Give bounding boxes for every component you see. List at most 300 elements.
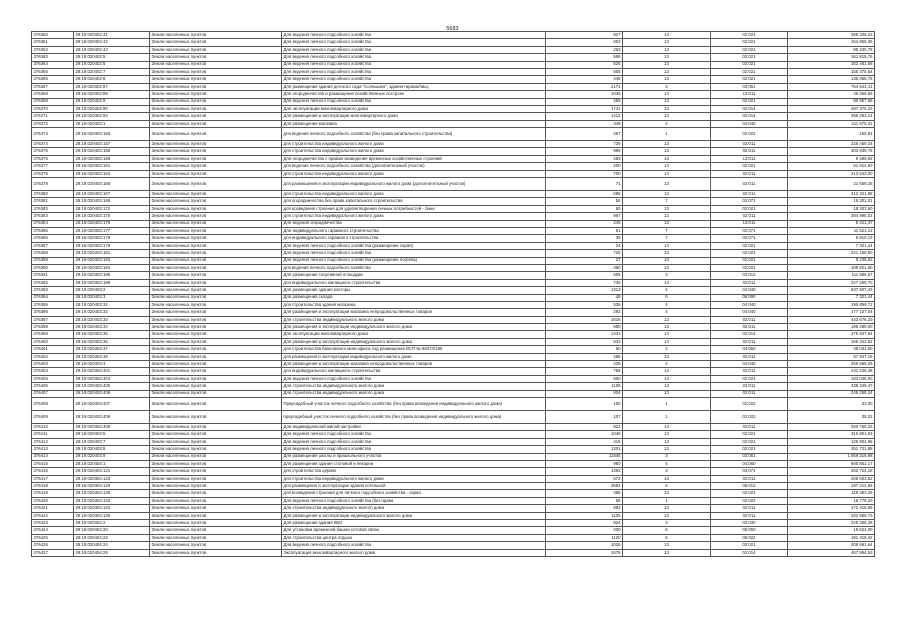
table-cell: 02:071 — [711, 198, 788, 205]
table-cell: Земли населенных пунктов — [150, 431, 282, 438]
table-row — [32, 213, 875, 220]
table-cell: 87 847,16 — [788, 353, 875, 360]
table-cell: 13 — [623, 505, 711, 512]
table-cell: Для размещения склада — [282, 294, 546, 301]
table-cell: 376397 — [32, 316, 74, 323]
table-cell: Земли населенных пунктов — [150, 155, 282, 162]
table-cell: 02:021 — [711, 205, 788, 212]
table-cell: 02:021 — [711, 163, 788, 170]
table-cell: 376420 — [32, 497, 74, 504]
table-cell: Земли населенных пунктов — [150, 213, 282, 220]
table-cell: 448 — [546, 76, 623, 83]
table-cell: для строительства здания магазина — [282, 301, 546, 308]
table-cell: 80 907,68 — [788, 98, 875, 105]
table-cell: Земли населенных пунктов — [150, 483, 282, 490]
table-cell: 376395 — [32, 301, 74, 308]
table-cell: 29:19:020404:2 — [74, 520, 150, 527]
table-cell: Для огородничества с правом возведения временных хозяйственных строений — [282, 155, 546, 162]
table-cell: 560 851,17 — [788, 460, 875, 467]
table-cell: 16 778,20 — [788, 497, 875, 504]
table-cell: 1 859 316,98 — [788, 453, 875, 460]
table-cell: Для ведения личного подсобного хозяйства — [282, 61, 546, 68]
table-cell: 03:051 — [711, 83, 788, 90]
table-cell: 29:19:020403:184 — [74, 264, 150, 271]
table-cell: 376371 — [32, 113, 74, 120]
table-cell: 02:011 — [711, 338, 788, 345]
table-cell: 1676 — [546, 549, 623, 556]
table-cell: для огородничества без права капитального строительства — [282, 198, 546, 205]
table-cell: 804 — [546, 390, 623, 397]
table-cell: 02:011 — [711, 170, 788, 177]
table-cell: 231 235,48 — [788, 368, 875, 375]
table-cell: 29:19:020403:35 — [74, 331, 150, 338]
table-row — [32, 287, 875, 294]
table-cell: Для эксплуатации многоквартирного дома — [282, 105, 546, 112]
table-cell: 467 894,53 — [788, 549, 875, 556]
table-cell: приусадебный участок личного подсобного хозяйства (без права возведения индивидуального жилого дома) — [282, 410, 546, 423]
table-cell: 29:19:020403:189 — [74, 279, 150, 286]
table-cell: 29:19:020403:176 — [74, 220, 150, 227]
page-number: 5683 — [446, 26, 459, 32]
table-row — [32, 490, 875, 497]
table-row — [32, 155, 875, 162]
table-cell: 150,81 — [788, 128, 875, 141]
table-row — [32, 68, 875, 75]
table-cell: 13:011 — [711, 91, 788, 98]
table-row — [32, 220, 875, 227]
table-row — [32, 54, 875, 61]
table-cell: 29:19:020403:4 — [74, 361, 150, 368]
table-cell: Для строительства индивидуального жилого дома — [282, 505, 546, 512]
table-cell: 2171 — [546, 83, 623, 90]
table-cell: 822 — [546, 423, 623, 430]
table-cell: 02:022 — [711, 410, 788, 423]
table-cell: Для ведения личного подсобного хозяйства — [282, 39, 546, 46]
table-cell: 02:011 — [711, 512, 788, 519]
table-cell: 02:014 — [711, 113, 788, 120]
table-row — [32, 128, 875, 141]
table-cell: 376362 — [32, 46, 74, 53]
table-cell: 136 056,76 — [788, 76, 875, 83]
table-cell: 376425 — [32, 534, 74, 541]
table-cell: 376399 — [32, 331, 74, 338]
table-cell: 245 — [546, 220, 623, 227]
table-cell: Земли населенных пунктов — [150, 148, 282, 155]
table-cell: 29:19:020402:9 — [74, 98, 150, 105]
table-cell: 376389 — [32, 257, 74, 264]
table-cell: Для ведения личного подсобного хозяйства — [282, 46, 546, 53]
table-cell: Земли населенных пунктов — [150, 141, 282, 148]
table-cell: 376391 — [32, 272, 74, 279]
table-cell: 29:19:020402:42 — [74, 39, 150, 46]
table-row — [32, 423, 875, 430]
table-cell: 200 — [546, 163, 623, 170]
table-cell: 376392 — [32, 279, 74, 286]
table-cell: 376388 — [32, 250, 74, 257]
table-row — [32, 235, 875, 242]
table-cell: Для ведения личного подсобного хозяйства — [282, 542, 546, 549]
table-cell: 376407 — [32, 390, 74, 397]
table-cell: 1 — [623, 410, 711, 423]
table-cell: 376375 — [32, 148, 74, 155]
table-cell: Земли населенных пунктов — [150, 316, 282, 323]
table-cell: Земли населенных пунктов — [150, 227, 282, 234]
table-cell: 351 721,88 — [788, 446, 875, 453]
table-cell: 13 — [623, 105, 711, 112]
table-cell: 376378 — [32, 170, 74, 177]
table-cell: 376422 — [32, 512, 74, 519]
table-cell: Для размещения магазина — [282, 120, 546, 127]
table-cell: 637 507,43 — [788, 287, 875, 294]
table-cell: 13 — [623, 250, 711, 257]
table-cell: 04:050 — [711, 346, 788, 353]
table-cell: 13 — [623, 141, 711, 148]
table-cell: 227 269,70 — [788, 279, 875, 286]
table-cell: 758 — [546, 368, 623, 375]
table-row — [32, 542, 875, 549]
table-cell: Эксплуатация многоквартирного жилого дома — [282, 549, 546, 556]
table-cell: 29:19:020402:93 — [74, 113, 150, 120]
table-cell: 18 303,60 — [788, 205, 875, 212]
table-cell: Для строительства центра отдыха — [282, 534, 546, 541]
table-cell: 15 301,01 — [788, 198, 875, 205]
table-row — [32, 410, 875, 423]
table-row — [32, 483, 875, 490]
table-cell: Для установки временной башни сотовой связи — [282, 527, 546, 534]
table-row — [32, 105, 875, 112]
table-cell: 13 — [623, 242, 711, 249]
table-cell: 29:19:020404:134 — [74, 505, 150, 512]
table-cell: 02:011 — [711, 279, 788, 286]
table-cell: 13 — [623, 170, 711, 177]
table-cell: 02:011 — [711, 141, 788, 148]
table-cell: 376396 — [32, 309, 74, 316]
table-cell: 376393 — [32, 287, 74, 294]
table-cell: Земли населенных пунктов — [150, 83, 282, 90]
table-cell: 967 — [546, 213, 623, 220]
table-cell: 48 — [546, 294, 623, 301]
table-cell: 60 — [546, 346, 623, 353]
table-cell: 13 — [623, 39, 711, 46]
table-cell: 02:011 — [711, 390, 788, 397]
table-cell: 250 759,32 — [788, 423, 875, 430]
table-cell: Земли населенных пунктов — [150, 423, 282, 430]
table-cell: 3 — [623, 83, 711, 90]
table-cell: Земли населенных пунктов — [150, 460, 282, 467]
table-row — [32, 46, 875, 53]
table-cell: Земли населенных пунктов — [150, 39, 282, 46]
table-cell: 29:19:020403:9 — [74, 453, 150, 460]
table-cell: 29:19:020403:161 — [74, 163, 150, 170]
table-cell: 162 461,56 — [788, 61, 875, 68]
table-cell: Земли населенных пунктов — [150, 46, 282, 53]
table-cell: 02:011 — [711, 324, 788, 331]
table-cell: 7 321,44 — [788, 242, 875, 249]
table-row — [32, 505, 875, 512]
table-cell: Земли населенных пунктов — [150, 549, 282, 556]
table-cell: 290 859,72 — [788, 301, 875, 308]
table-cell: 4 — [623, 120, 711, 127]
table-cell: Для ведения огородничества — [282, 220, 546, 227]
table-cell: 1 — [623, 397, 711, 410]
table-cell: Земли населенных пунктов — [150, 368, 282, 375]
table-cell: 376402 — [32, 353, 74, 360]
table-cell: Для ведения личного подсобного хозяйства — [282, 98, 546, 105]
table-cell: 13 — [623, 316, 711, 323]
table-cell: 03:071 — [711, 468, 788, 475]
table-row — [32, 446, 875, 453]
table-cell: 02:011 — [711, 368, 788, 375]
table-cell: 03:051 — [711, 453, 788, 460]
table-cell: 376376 — [32, 155, 74, 162]
table-cell: 38 — [546, 235, 623, 242]
table-cell: 332 856,73 — [788, 512, 875, 519]
table-cell: Для ведения личного подсобного хозяйства — [282, 431, 546, 438]
table-cell: Земли населенных пунктов — [150, 205, 282, 212]
table-cell: 02:022 — [711, 497, 788, 504]
table-cell: 376373 — [32, 128, 74, 141]
table-cell: 13 — [623, 438, 711, 445]
table-cell: 02:021 — [711, 446, 788, 453]
table-cell: Земли населенных пунктов — [150, 324, 282, 331]
table-row — [32, 61, 875, 68]
table-cell: Для размещения и эксплуатации индивидуального жилого дома — [282, 512, 546, 519]
table-cell: Для размещения и эксплуатации многоквартирного дома — [282, 113, 546, 120]
table-cell: 29:19:020402:87 — [74, 83, 150, 90]
table-row — [32, 520, 875, 527]
table-cell: 29:19:020404:132 — [74, 497, 150, 504]
table-cell: Земли населенных пунктов — [150, 338, 282, 345]
table-cell: 400 — [546, 527, 623, 534]
table-cell: 29:19:020403:36 — [74, 338, 150, 345]
table-cell: 29:19:020404:20 — [74, 527, 150, 534]
table-cell: 13 — [623, 148, 711, 155]
table-cell: 29:19:020404:121 — [74, 468, 150, 475]
table-row — [32, 453, 875, 460]
table-cell: 33,00 — [788, 397, 875, 410]
table-cell: 11 521,13 — [788, 227, 875, 234]
table-cell: 288 — [546, 353, 623, 360]
table-cell: 24 — [546, 242, 623, 249]
table-cell: 505 — [546, 272, 623, 279]
table-cell: 02:021 — [711, 257, 788, 264]
table-cell: 376408 — [32, 397, 74, 410]
table-cell: Земли населенных пунктов — [150, 54, 282, 61]
table-cell: 360 — [546, 264, 623, 271]
table-cell: 29:19:020402:41 — [74, 32, 150, 39]
table-cell: 13 — [623, 91, 711, 98]
table-row — [32, 163, 875, 170]
table-cell: Для размещения и эксплуатации индивидуального жилого дома — [282, 324, 546, 331]
table-cell: 13 — [623, 390, 711, 397]
table-cell: 376363 — [32, 54, 74, 61]
table-cell: 51 — [546, 227, 623, 234]
table-cell: 294 995,02 — [788, 213, 875, 220]
table-cell: 29:19:020403:178 — [74, 235, 150, 242]
table-cell: 29:19:020403:159 — [74, 155, 150, 162]
table-cell: 1201 — [546, 446, 623, 453]
table-cell: 29:19:020403:407 — [74, 397, 150, 410]
table-cell: 536 — [546, 301, 623, 308]
table-cell: 376374 — [32, 141, 74, 148]
table-cell: 13 — [623, 431, 711, 438]
table-cell: 13:011 — [711, 220, 788, 227]
table-cell: 89 230,78 — [788, 46, 875, 53]
table-cell: для индивидуального гаражного строительства — [282, 235, 546, 242]
table-cell: Земли населенных пунктов — [150, 512, 282, 519]
table-cell: 13 — [623, 61, 711, 68]
table-cell: 672 — [546, 475, 623, 482]
table-cell: 03:012 — [711, 272, 788, 279]
table-cell: 29:19:020403:31 — [74, 301, 150, 308]
table-cell: для индивидуального жилищного строительства — [282, 279, 546, 286]
table-cell: 35,31 — [788, 410, 875, 423]
table-row — [32, 497, 875, 504]
table-cell: 376369 — [32, 98, 74, 105]
table-cell: 316 901,63 — [788, 431, 875, 438]
table-cell: Для ведения личного подсобного хозяйства — [282, 438, 546, 445]
table-cell: 04:040 — [711, 120, 788, 127]
table-cell: 29:19:020402:90 — [74, 105, 150, 112]
table-cell: 13 — [623, 220, 711, 227]
table-cell: 1 — [623, 497, 711, 504]
table-cell: Земли населенных пунктов — [150, 98, 282, 105]
table-cell: 7 321,44 — [788, 294, 875, 301]
table-cell: для строительства индивидуального жилого дома — [282, 213, 546, 220]
table-cell: 739 — [546, 141, 623, 148]
table-cell: для строительства индивидуального жилого дома — [282, 141, 546, 148]
table-cell: 3 — [623, 520, 711, 527]
table-cell: 1026 — [546, 542, 623, 549]
table-cell: для размещения и эксплуатации индивидуального жилого дома (дополнительный участок) — [282, 178, 546, 191]
table-cell: 29:19:020402:43 — [74, 46, 150, 53]
table-cell: 197 212,56 — [788, 483, 875, 490]
table-cell: 02:021 — [711, 542, 788, 549]
table-cell: 213 542,00 — [788, 170, 875, 177]
table-cell: Земли населенных пунктов — [150, 91, 282, 98]
table-cell: 376417 — [32, 475, 74, 482]
table-cell: 376364 — [32, 61, 74, 68]
table-cell: 02:021 — [711, 68, 788, 75]
table-cell: 29:19:020404:129 — [74, 483, 150, 490]
table-cell: 02:021 — [711, 32, 788, 39]
table-cell: Земли населенных пунктов — [150, 272, 282, 279]
table-cell: 443 676,20 — [788, 316, 875, 323]
table-cell: 02:071 — [711, 235, 788, 242]
table-cell: 376406 — [32, 383, 74, 390]
table-cell: 13 — [623, 191, 711, 198]
table-cell: 29:19:020402:6 — [74, 61, 150, 68]
table-cell: 1046 — [546, 91, 623, 98]
table-cell: Для эксплуатации многоквартирного дома — [282, 331, 546, 338]
table-cell: 283 — [546, 155, 623, 162]
table-cell: 376387 — [32, 242, 74, 249]
table-cell: 13 — [623, 338, 711, 345]
table-cell: 13 — [623, 279, 711, 286]
table-cell: 8 810,13 — [788, 235, 875, 242]
table-cell: 416 — [546, 438, 623, 445]
table-cell: 29:19:020403:3 — [74, 294, 150, 301]
table-cell: 29:19:020404:1 — [74, 460, 150, 467]
table-cell: Земли населенных пунктов — [150, 446, 282, 453]
table-row — [32, 205, 875, 212]
table-cell: 29:19:020403:7 — [74, 438, 150, 445]
table-cell: 4 — [623, 346, 711, 353]
table-row — [32, 120, 875, 127]
table-row — [32, 76, 875, 83]
table-row — [32, 191, 875, 198]
table-cell: Земли населенных пунктов — [150, 475, 282, 482]
table-cell: 211 675,31 — [788, 120, 875, 127]
table-cell: 13 — [623, 163, 711, 170]
table-row — [32, 316, 875, 323]
table-cell: 29:19:020402:89 — [74, 91, 150, 98]
table-cell: Земли населенных пунктов — [150, 279, 282, 286]
table-row — [32, 257, 875, 264]
table-cell: 02:011 — [711, 316, 788, 323]
table-cell: 262 724,18 — [788, 468, 875, 475]
table-cell: 02:011 — [711, 423, 788, 430]
table-row — [32, 438, 875, 445]
table-cell: 02:011 — [711, 191, 788, 198]
table-row — [32, 475, 875, 482]
table-cell: Земли населенных пунктов — [150, 68, 282, 75]
table-cell: 13 — [623, 76, 711, 83]
table-cell: Земли населенных пунктов — [150, 178, 282, 191]
table-cell: 02:021 — [711, 264, 788, 271]
table-cell: 13 — [623, 512, 711, 519]
table-cell: 376415 — [32, 460, 74, 467]
table-cell: 04:040 — [711, 309, 788, 316]
table-cell: 376384 — [32, 220, 74, 227]
table-row — [32, 178, 875, 191]
table-cell: 29:19:020402:8 — [74, 76, 150, 83]
table-cell: 13 — [623, 68, 711, 75]
table-cell: 02:011 — [711, 213, 788, 220]
table-cell: 255 335,22 — [788, 32, 875, 39]
table-cell: для возведения строения для удовлетворения личных потребностей - бани — [282, 205, 546, 212]
table-cell: 13 — [623, 423, 711, 430]
table-cell: 1046 — [546, 431, 623, 438]
table-cell: 376426 — [32, 542, 74, 549]
table-cell: Для ведения личного подсобного хозяйства — [282, 32, 546, 39]
table-row — [32, 148, 875, 155]
table-cell: 376401 — [32, 346, 74, 353]
table-cell: 29:19:020403:2 — [74, 287, 150, 294]
table-cell: Земли населенных пунктов — [150, 309, 282, 316]
table-cell: 376385 — [32, 227, 74, 234]
table-cell: 02:011 — [711, 353, 788, 360]
table-cell: 02:011 — [711, 178, 788, 191]
table-cell: Земли населенных пунктов — [150, 120, 282, 127]
table-cell: 02:011 — [711, 148, 788, 155]
table-cell: Земли населенных пунктов — [150, 383, 282, 390]
table-cell: Земли населенных пунктов — [150, 375, 282, 382]
table-cell: 5 — [623, 534, 711, 541]
table-cell: 29:19:020403:185 — [74, 272, 150, 279]
table-row — [32, 534, 875, 541]
table-cell: 376412 — [32, 438, 74, 445]
table-cell: 376394 — [32, 294, 74, 301]
table-row — [32, 91, 875, 98]
table-cell: 376377 — [32, 163, 74, 170]
table-cell: Для размещения спортивной площадки — [282, 272, 546, 279]
table-cell: 376424 — [32, 527, 74, 534]
table-cell: Для ведения личного подсобного хозяйства — [282, 76, 546, 83]
table-cell: Земли населенных пунктов — [150, 235, 282, 242]
table-cell: Для огородничества и размещения хозяйственных построек — [282, 91, 546, 98]
table-cell: Для строительства индивидуального жилого дома — [282, 316, 546, 323]
